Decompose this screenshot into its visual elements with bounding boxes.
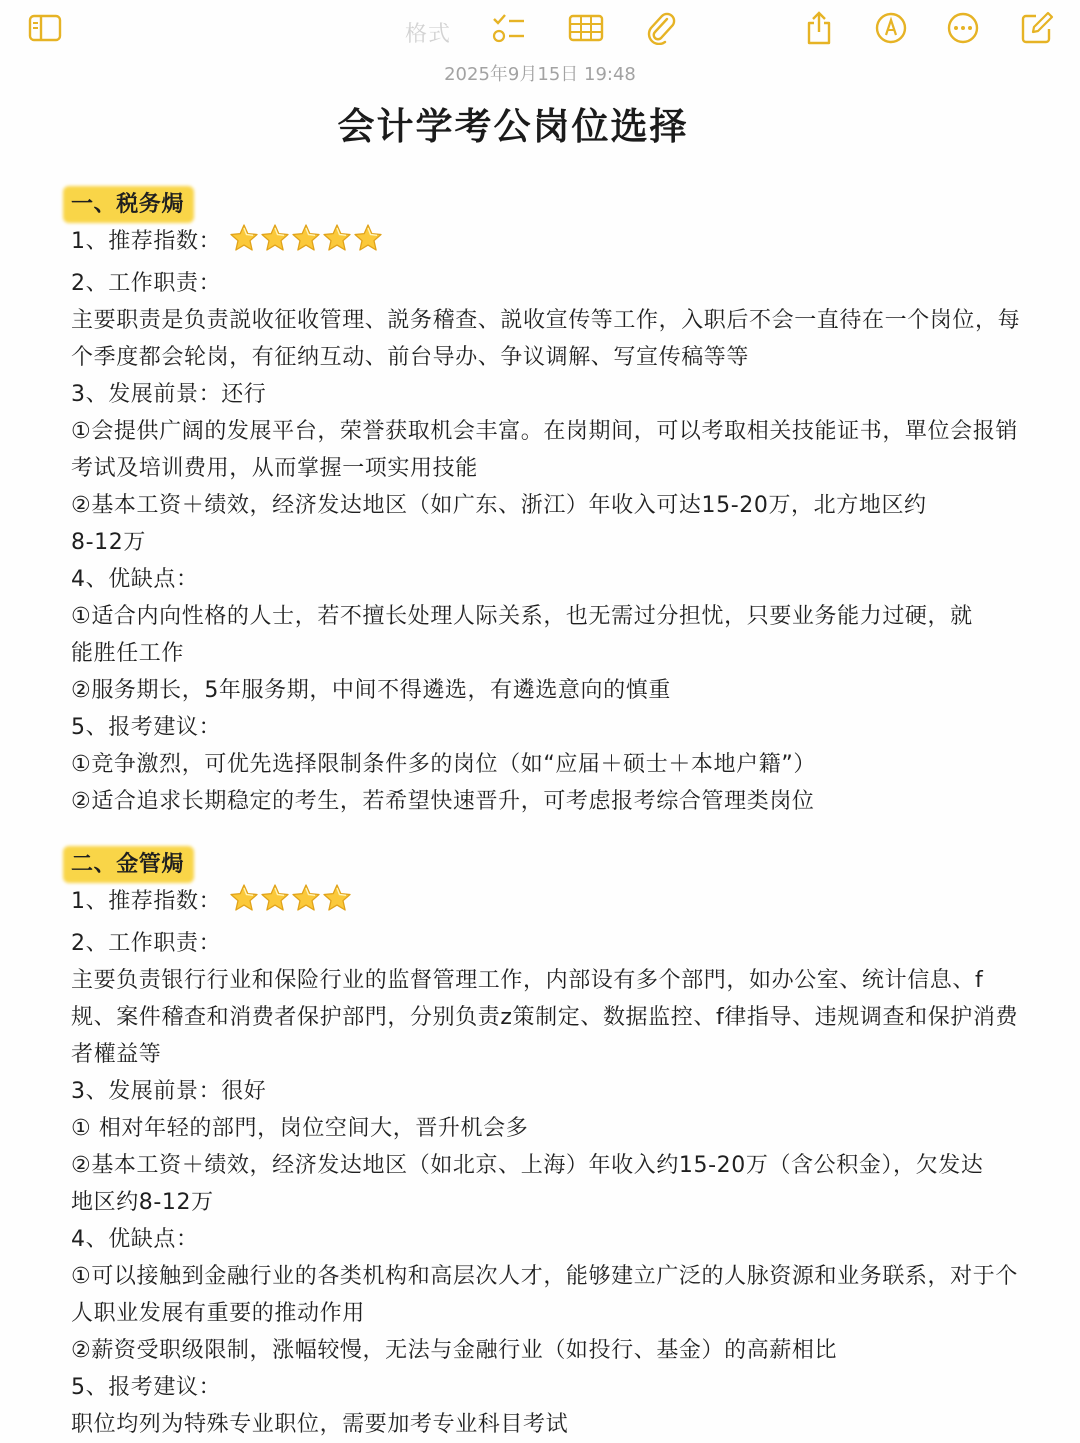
prospect-item: ②基本工资＋绩效，经济发达地区（如广东、浙江）年收入可达15-20万，北方地区约8-12万: [71, 493, 927, 555]
rating-row: [71, 883, 1021, 925]
proscons-item: ②薪资受职级限制，涨幅较慢，无法与金融行业（如投行、基金）的高薪相比: [71, 1338, 838, 1363]
format-button[interactable]: 格式: [405, 21, 452, 47]
star-icon: [229, 223, 259, 253]
star-icon: [260, 223, 290, 253]
prospect-label: 3、发展前景：很好: [71, 1079, 267, 1104]
star-icon: [260, 883, 290, 913]
sidebar-toggle-icon[interactable]: [28, 10, 64, 46]
star-icon: [291, 883, 321, 913]
duties-text: 主要职责是负责説收征收管理、説务稽查、説收宣传等工作，入职后不会一直待在一个岗位，每个季度都会轮岗，有征纳互动、前台导办、争议调解、写宣传稿等等: [71, 308, 1021, 370]
checklist-icon[interactable]: [490, 10, 528, 46]
more-options-icon[interactable]: [946, 10, 980, 46]
duties-label: 2、工作职责：: [71, 931, 222, 956]
rating-label: 1、推荐指数：: [71, 229, 222, 254]
share-icon[interactable]: [804, 10, 834, 46]
star-icon: [229, 883, 259, 913]
duties-label: 2、工作职责：: [71, 271, 222, 296]
toolbar: [0, 0, 1080, 56]
duties-text: 主要负责银行行业和保险行业的监督管理工作，内部设有多个部門，如办公室、统计信息、f规、案件稽查和消费者保护部門，分别负责z策制定、数据监控、f律指导、违规调查和保护消费者權益等: [71, 968, 1019, 1067]
markup-pen-icon[interactable]: [874, 10, 908, 46]
section-heading-finance: 二、金管焗: [71, 846, 192, 883]
compose-icon[interactable]: [1020, 10, 1054, 46]
prospect-item: ① 相对年轻的部門，岗位空间大，晋升机会多: [71, 1116, 529, 1141]
rating-label: 1、推荐指数：: [71, 889, 222, 914]
prospect-item: ①会提供广阔的发展平台，荣誉获取机会丰富。在岗期间，可以考取相关技能证书，單位会报销考试及培训费用，从而掌握一项实用技能: [71, 419, 1018, 481]
star-icon: [322, 883, 352, 913]
advice-item: ②适合追求长期稳定的考生，若希望快速晋升，可考虑报考综合管理类岗位: [71, 789, 815, 814]
advice-item: 职位均列为特殊专业职位，需要加考专业科目考试: [71, 1412, 569, 1437]
note-body[interactable]: [71, 186, 1021, 1443]
star-icon: [322, 223, 352, 253]
star-icon: [291, 223, 321, 253]
proscons-item: ①可以接触到金融行业的各类机构和高层次人才，能够建立广泛的人脉资源和业务联系，对于个人职业发展有重要的推动作用: [71, 1264, 1018, 1326]
note-date: 2025年9月15日 19:48: [444, 64, 636, 85]
star-icon: [353, 223, 383, 253]
rating-stars: [229, 223, 384, 265]
proscons-item: ②服务期长，5年服务期，中间不得遴选，有遴选意向的慎重: [71, 678, 671, 703]
prospect-item: ②基本工资＋绩效，经济发达地区（如北京、上海）年收入约15-20万（含公积金），欠发达地区约8-12万: [71, 1153, 984, 1215]
prospect-label: 3、发展前景：还行: [71, 382, 267, 407]
rating-stars: [229, 883, 353, 925]
proscons-label: 4、优缺点：: [71, 567, 199, 592]
advice-label: 5、报考建议：: [71, 1375, 222, 1400]
advice-label: 5、报考建议：: [71, 715, 222, 740]
table-icon[interactable]: [568, 10, 604, 46]
attachment-icon[interactable]: [645, 10, 677, 46]
proscons-item: ①适合内向性格的人士，若不擅长处理人际关系，也无需过分担忧，只要业务能力过硬，就能胜任工作: [71, 604, 973, 666]
rating-row: [71, 223, 1021, 265]
proscons-label: 4、优缺点：: [71, 1227, 199, 1252]
advice-item: ①竞争激烈，可优先选择限制条件多的岗位（如“应届＋硕士＋本地户籍”）: [71, 752, 816, 777]
note-title[interactable]: 会计学考公岗位选择: [337, 105, 689, 148]
section-heading-tax: 一、税务焗: [71, 186, 192, 223]
